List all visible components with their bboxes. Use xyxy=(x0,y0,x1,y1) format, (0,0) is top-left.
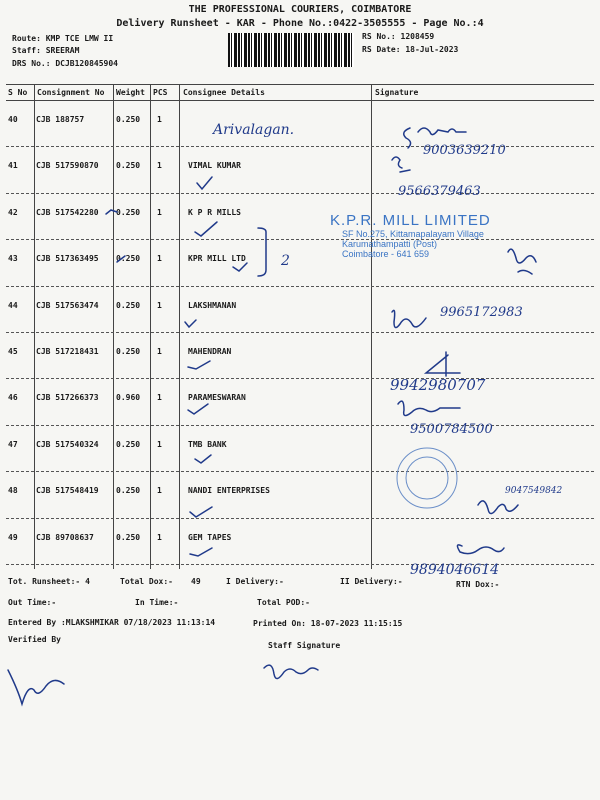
row-weight: 0.250 xyxy=(116,486,141,496)
tick-mark xyxy=(117,256,125,262)
handwritten-phone-41: 9566379463 xyxy=(398,184,481,199)
row-sno: 43 xyxy=(8,254,18,264)
row-consignee: K P R MILLS xyxy=(188,207,241,217)
row-sno: 41 xyxy=(8,161,18,171)
signature-49 xyxy=(457,545,504,554)
entered-by: Entered By :MLAKSHMIKAR 07/18/2023 11:13:14 xyxy=(8,618,216,627)
row-consignee: TMB BANK xyxy=(188,439,227,449)
row-weight: 0.250 xyxy=(116,347,141,356)
row-pcs: 1 xyxy=(157,532,162,542)
row-weight: 0.250 xyxy=(116,300,141,310)
tick-mark xyxy=(190,548,212,556)
row-weight: 0.250 xyxy=(116,115,141,124)
stamp-company: K.P.R. MILL LIMITED xyxy=(330,212,491,229)
signature-41 xyxy=(392,157,410,172)
row-cn: CJB 517542280 xyxy=(36,207,99,217)
row-pcs: 1 xyxy=(157,254,162,264)
printed-on: Printed On: 18-07-2023 11:15:15 xyxy=(253,619,403,628)
tick-mark xyxy=(188,361,210,369)
row-consignee: LAKSHMANAN xyxy=(188,300,237,310)
tick-mark xyxy=(197,177,212,189)
row-pcs: 1 xyxy=(157,161,162,171)
handwritten-count-43: 2 xyxy=(281,253,290,269)
stamp-address-1: SF No.275, Kittamapalayam Village xyxy=(342,229,484,239)
bracket-mark xyxy=(258,228,266,276)
runsheet-title: Delivery Runsheet - KAR - Phone No.:0422-3505555 - Page No.:4 xyxy=(116,18,484,29)
i-delivery: I Delivery:- xyxy=(226,577,284,586)
row-pcs: 1 xyxy=(157,439,162,449)
rtn-dox: RTN Dox:- xyxy=(456,580,500,589)
handwritten-phone-44: 9965172983 xyxy=(440,305,523,320)
signature-45 xyxy=(426,352,460,376)
tick-mark xyxy=(106,210,117,214)
rs-date: RS Date: 18-Jul-2023 xyxy=(362,45,459,54)
row-pcs: 1 xyxy=(157,347,162,356)
handwritten-phone-40: 9003639210 xyxy=(423,143,506,158)
total-pod: Total POD:- xyxy=(257,598,310,607)
row-cn: CJB 517563474 xyxy=(36,300,99,310)
signature-46 xyxy=(398,401,460,415)
total-dox-value: 49 xyxy=(191,577,201,586)
ii-delivery: II Delivery:- xyxy=(340,577,403,586)
handwritten-phone-46: 9500784500 xyxy=(410,422,493,437)
row-consignee: PARAMESWARAN xyxy=(188,393,246,403)
staff-label: Staff: SREERAM xyxy=(12,46,80,55)
stamp-address-2: Karumathampatti (Post) xyxy=(342,239,438,249)
route-label: Route: KMP TCE LMW II xyxy=(12,34,114,43)
row-sno: 45 xyxy=(8,347,18,356)
kpr-mill-stamp xyxy=(330,212,530,259)
out-time: Out Time:- xyxy=(8,598,57,607)
signature-44 xyxy=(392,310,426,327)
handwritten-phone-45: 9942980707 xyxy=(390,376,486,394)
row-pcs: 1 xyxy=(157,115,162,124)
row-consignee: NANDI ENTERPRISES xyxy=(188,486,270,496)
handwritten-name-40: Arivalagan. xyxy=(213,122,295,138)
row-cn: CJB 517266373 xyxy=(36,393,99,403)
drs-number: DRS No.: DCJB120845904 xyxy=(12,59,118,68)
col-header-consignee: Consignee Details xyxy=(183,88,265,97)
row-weight: 0.960 xyxy=(116,393,141,403)
row-cn: CJB 517590870 xyxy=(36,161,99,171)
col-header-weight: Weight xyxy=(116,88,145,97)
row-cn: CJB 517548419 xyxy=(36,486,99,496)
col-header-pcs: PCS xyxy=(153,88,168,97)
row-pcs: 1 xyxy=(157,393,162,403)
stamp-address-3: Coimbatore - 641 659 xyxy=(342,249,430,259)
row-weight: 0.250 xyxy=(116,439,141,449)
row-sno: 49 xyxy=(8,532,18,542)
col-header-consignment: Consignment No xyxy=(37,88,105,97)
row-cn: CJB 188757 xyxy=(36,115,85,124)
tick-mark xyxy=(195,222,217,236)
row-consignee: VIMAL KUMAR xyxy=(188,161,241,171)
handwritten-phone-49: 9894046614 xyxy=(410,562,500,578)
row-sno: 46 xyxy=(8,393,18,403)
row-weight: 0.250 xyxy=(116,161,141,171)
row-cn: CJB 517218431 xyxy=(36,347,99,356)
in-time: In Time:- xyxy=(135,598,179,607)
row-weight: 0.250 xyxy=(116,532,141,542)
row-consignee: MAHENDRAN xyxy=(188,347,232,356)
row-consignee: KPR MILL LTD xyxy=(188,254,246,264)
row-sno: 47 xyxy=(8,439,18,449)
tick-mark xyxy=(188,404,208,414)
rs-number: RS No.: 1208459 xyxy=(362,32,435,41)
total-runsheet: Tot. Runsheet:- 4 xyxy=(8,577,90,586)
row-pcs: 1 xyxy=(157,300,162,310)
row-pcs: 1 xyxy=(157,486,162,496)
row-cn: CJB 517540324 xyxy=(36,439,99,449)
handwritten-phone-48: 9047549842 xyxy=(505,486,563,496)
row-weight: 0.250 xyxy=(116,207,141,217)
staff-signature: Staff Signature xyxy=(268,641,341,650)
signature-48 xyxy=(478,501,518,514)
row-sno: 40 xyxy=(8,115,18,124)
tick-mark xyxy=(185,320,196,327)
col-header-signature: Signature xyxy=(375,88,419,97)
tick-mark xyxy=(233,263,247,271)
row-cn: CJB 89708637 xyxy=(36,532,94,542)
tick-mark xyxy=(195,455,211,463)
total-dox-label: Total Dox:- xyxy=(120,577,173,586)
row-consignee: GEM TAPES xyxy=(188,532,232,542)
row-cn: CJB 517363495 xyxy=(36,254,99,264)
tick-mark xyxy=(190,507,212,517)
col-header-sno: S No xyxy=(8,88,28,97)
row-sno: 42 xyxy=(8,207,18,217)
verified-by: Verified By xyxy=(8,635,61,644)
company-name: THE PROFESSIONAL COURIERS, COIMBATORE xyxy=(188,4,412,15)
row-pcs: 1 xyxy=(157,207,162,217)
row-sno: 48 xyxy=(8,486,18,496)
verified-signature xyxy=(8,670,64,704)
row-sno: 44 xyxy=(8,300,18,310)
staff-signature-mark xyxy=(264,665,318,678)
row-weight: 0.250 xyxy=(116,254,141,264)
